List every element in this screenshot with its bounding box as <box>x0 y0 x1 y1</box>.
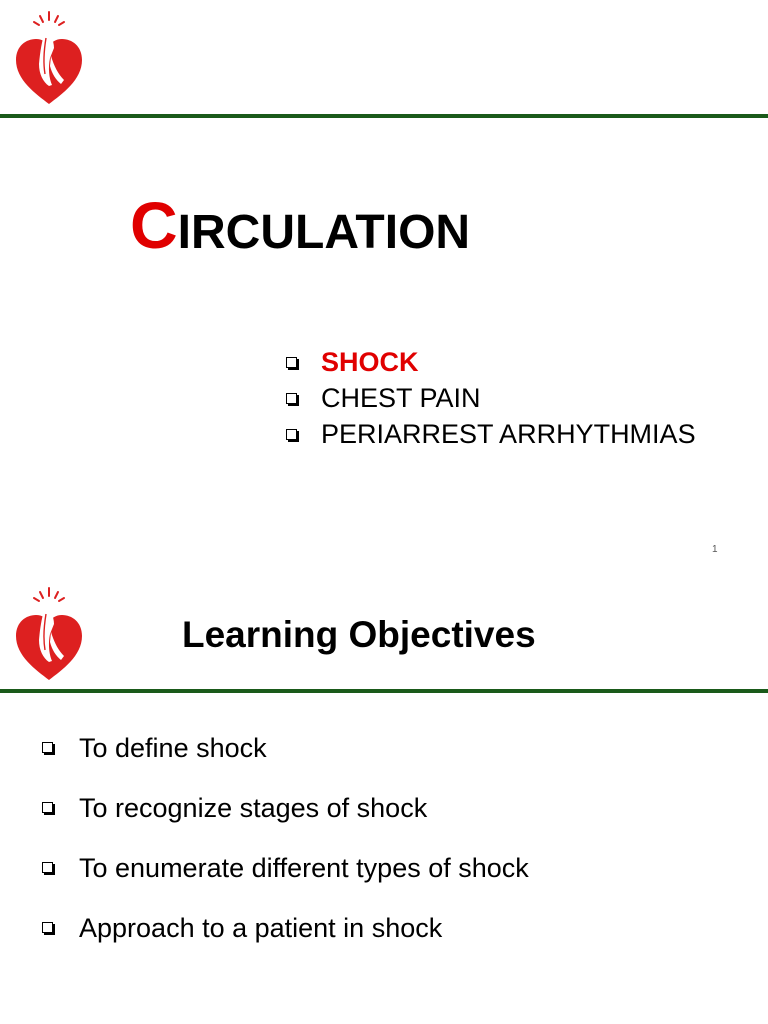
title-rest: IRCULATION <box>177 206 471 259</box>
topic-list <box>286 345 696 453</box>
checkbox-bullet-icon <box>42 862 53 873</box>
checkbox-bullet-icon <box>286 357 297 368</box>
objective-item <box>42 848 529 908</box>
checkbox-bullet-icon <box>286 429 297 440</box>
slide-number: 1 <box>712 544 718 555</box>
objective-label: Approach to a patient in shock <box>79 913 443 943</box>
slide-title: Learning Objectives <box>182 614 536 655</box>
header-divider <box>0 114 768 118</box>
title-first-letter: C <box>130 188 178 262</box>
objective-item <box>42 908 529 968</box>
objective-label: To enumerate different types of shock <box>79 853 529 883</box>
heart-praying-hands-icon <box>12 584 86 680</box>
objective-item <box>42 728 529 788</box>
checkbox-bullet-icon <box>42 742 53 753</box>
slide-2 <box>0 576 768 1024</box>
objective-item <box>42 788 529 848</box>
header-divider <box>0 689 768 693</box>
topic-item <box>286 417 696 453</box>
objective-label: To define shock <box>79 733 267 763</box>
heart-praying-hands-icon <box>12 8 86 104</box>
topic-item <box>286 345 696 381</box>
checkbox-bullet-icon <box>42 922 53 933</box>
checkbox-bullet-icon <box>286 393 297 404</box>
topic-label: PERIARREST ARRHYTHMIAS <box>321 419 696 449</box>
topic-item <box>286 381 696 417</box>
topic-label: SHOCK <box>321 347 419 377</box>
slide-title <box>130 188 471 262</box>
topic-label: CHEST PAIN <box>321 383 481 413</box>
objectives-list <box>42 728 529 968</box>
objective-label: To recognize stages of shock <box>79 793 428 823</box>
checkbox-bullet-icon <box>42 802 53 813</box>
